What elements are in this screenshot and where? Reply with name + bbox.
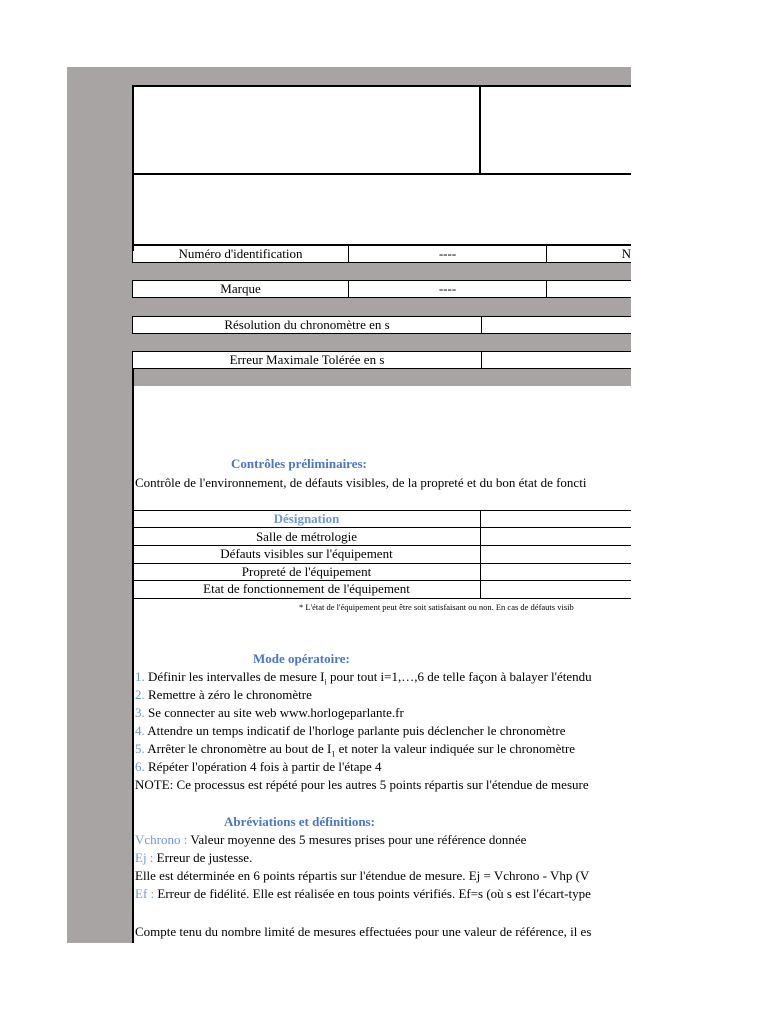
step-text-cont: et noter la valeur indiquée sur le chronomètre: [335, 741, 576, 756]
check-row-label: Propreté de l'équipement: [241, 564, 372, 579]
check-row-label: Etat de fonctionnement de l'équipement: [203, 581, 410, 596]
resolution-label: Résolution du chronomètre en s: [132, 316, 481, 334]
abbrev-title: Abréviations et définitions:: [224, 814, 375, 829]
vchrono-label: Vchrono :: [135, 832, 188, 847]
document-sheet: [132, 85, 631, 943]
title-box-left: [132, 85, 481, 175]
separator-band: [132, 369, 631, 386]
step-text: Remettre à zéro le chronomètre: [148, 687, 312, 702]
separator-band: [132, 263, 631, 280]
brand-value: ----: [348, 280, 546, 298]
step-text: Se connecter au site web www.horlogeparlante.fr: [148, 705, 404, 720]
step-number: 5.: [135, 741, 145, 756]
check-row-label: Salle de métrologie: [255, 529, 358, 544]
step-number: 6.: [135, 759, 145, 774]
mode-title: Mode opératoire:: [253, 651, 350, 666]
preliminary-footnote: * L'état de l'équipement peut être soit satisfaisant ou non. En cas de défauts visib: [299, 602, 574, 612]
step-text-cont: pour tout i=1,…,6 de telle façon à balayer l'étendu: [326, 669, 592, 684]
check-row-label: Défauts visibles sur l'équipement: [220, 546, 393, 561]
id-value: ----: [348, 245, 546, 263]
ej-detail: Elle est déterminée en 6 points répartis sur l'étendue de mesure. Ej = Vchrono - Vhp (V: [135, 868, 590, 883]
step-text: Arrêter le chronomètre au bout de I: [147, 741, 332, 756]
separator-band: [132, 298, 631, 316]
step-4: [135, 722, 565, 739]
ef-label: Ef :: [135, 886, 155, 901]
ej-label: Ej :: [135, 850, 154, 865]
step-number: 1.: [135, 669, 145, 684]
resolution-value: [481, 316, 631, 334]
title-box-right: [479, 85, 631, 175]
step-number: 3.: [135, 705, 145, 720]
ej-definition: [135, 849, 252, 866]
vchrono-definition: [135, 831, 526, 848]
ej-text: Erreur de justesse.: [153, 850, 253, 865]
step-subscript: 1: [331, 749, 336, 759]
step-number: 4.: [135, 723, 145, 738]
id-next-label: N: [546, 245, 631, 263]
step-subscript: i: [324, 677, 327, 687]
emt-value: [481, 351, 631, 369]
emt-label: Erreur Maximale Tolérée en s: [132, 351, 481, 369]
step-2: [135, 686, 312, 703]
step-text: Attendre un temps indicatif de l'horloge parlante puis déclencher le chronomètre: [147, 723, 566, 738]
table-column-divider: [480, 510, 481, 598]
title-left-edge: [132, 173, 134, 251]
designation-header: Désignation: [273, 511, 340, 526]
step-3: [135, 704, 404, 721]
mode-note: NOTE: Ce processus est répété pour les autres 5 points répartis sur l'étendue de mesure: [135, 777, 589, 792]
step-number: 2.: [135, 687, 145, 702]
preliminary-intro: Contrôle de l'environnement, de défauts visibles, de la propreté et du bon état de foncti: [135, 475, 587, 490]
ef-text: Erreur de fidélité. Elle est réalisée en tous points vérifiés. Ef=s (où s est l'écart-type: [154, 886, 591, 901]
step-text: Répéter l'opération 4 fois à partir de l'étape 4: [148, 759, 382, 774]
id-label: Numéro d'identification: [132, 245, 348, 263]
final-remark: Compte tenu du nombre limité de mesures effectuées pour une valeur de référence, il es: [135, 924, 592, 939]
step-text: Définir les intervalles de mesure I: [148, 669, 325, 684]
brand-label: Marque: [132, 280, 348, 298]
vchrono-text: Valeur moyenne des 5 mesures prises pour une référence donnée: [187, 832, 527, 847]
brand-extra: [546, 280, 631, 298]
step-6: [135, 758, 382, 775]
spreadsheet-page: [67, 67, 631, 943]
document-left-edge: [132, 369, 134, 943]
ef-definition: [135, 885, 591, 902]
preliminary-title: Contrôles préliminaires:: [231, 456, 367, 471]
separator-band: [132, 334, 631, 351]
